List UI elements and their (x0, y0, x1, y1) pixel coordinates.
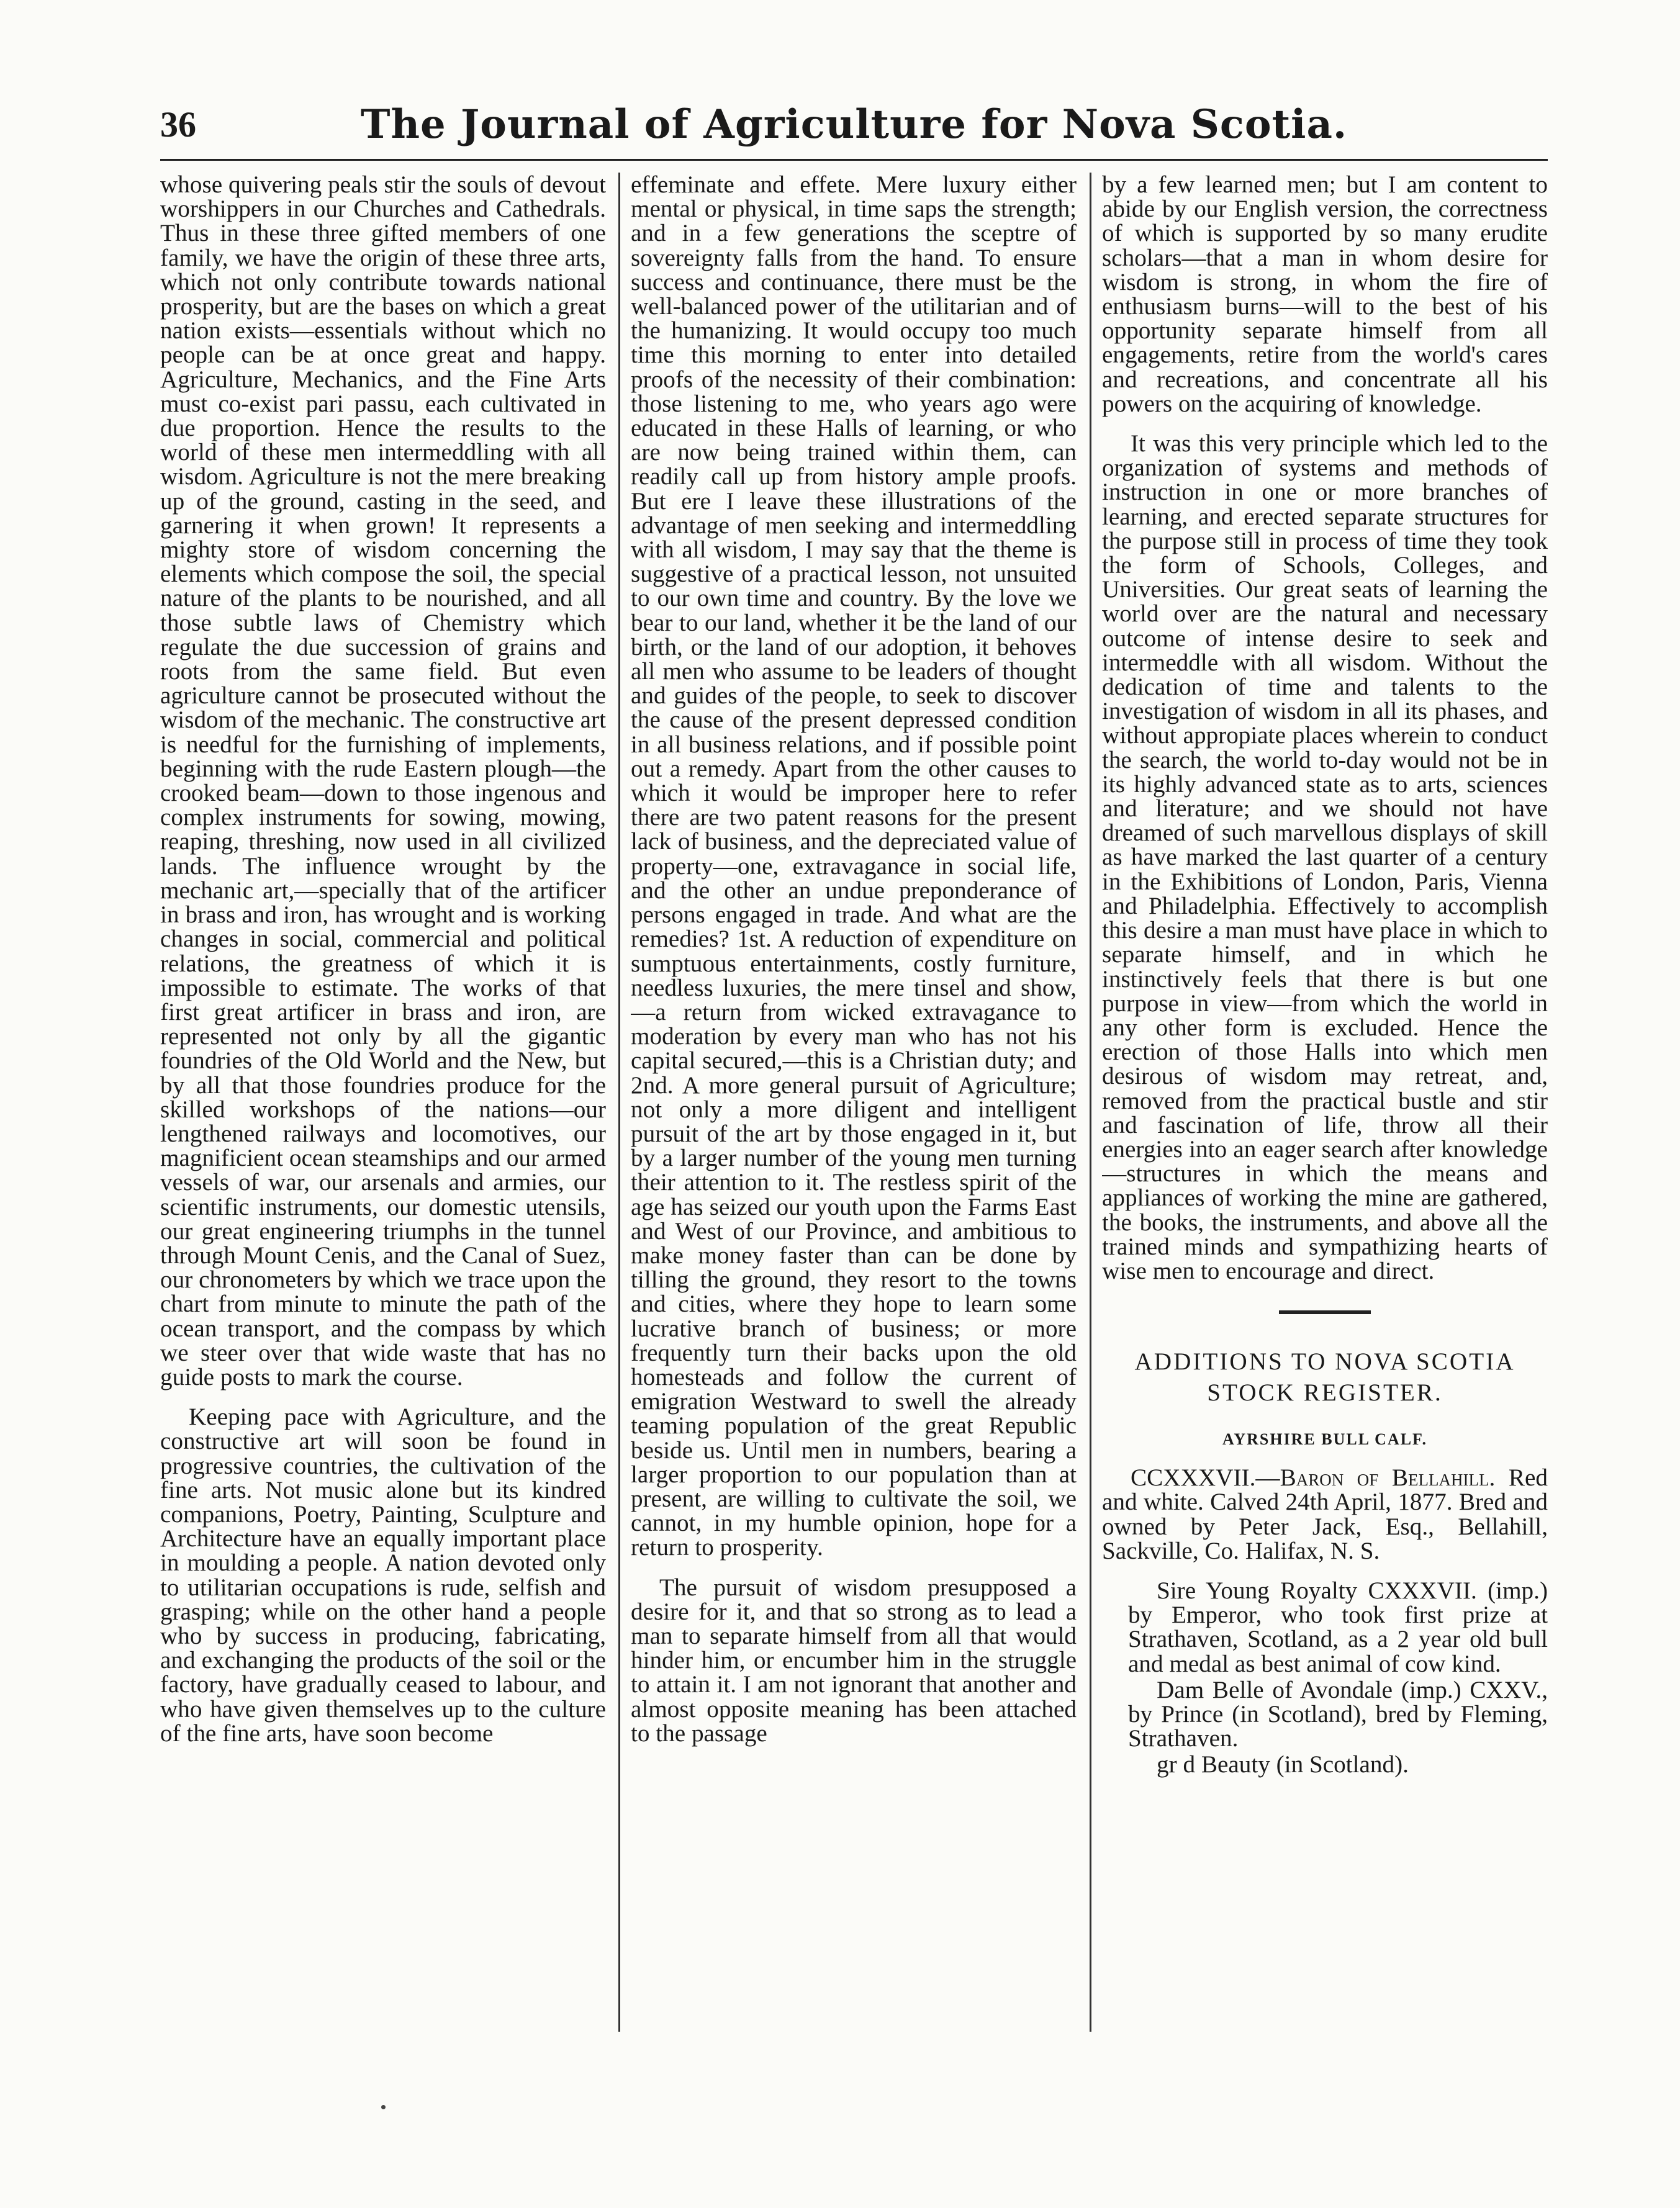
header-rule (160, 159, 1548, 161)
sire-line: Sire Young Royalty CXXXVII. (imp.) by Emperor, who took first prize at Strathaven, Scotland, as a 2 year old bull and medal as best animal of cow kind. (1128, 1577, 1548, 1677)
stray-mark (381, 2105, 386, 2109)
col1-paragraph-2: Keeping pace with Agriculture, and the constructive art will soon be found in progressive countries, the cultivation of the fine arts. Not music alone but its kindred companions, Poetry, Painting, Sculpture and Architecture have an equally important place in moulding a people. A nation devoted only to utilitarian occupations is rude, selfish and grasping; while on the other hand a people who by success in producing, fabricating, and exchanging the products of the soil or the factory, have gradually ceased to labour, and who have given themselves up to the culture of the fine arts, have soon become (160, 1404, 606, 1747)
col3-paragraph-2: It was this very principle which led to the organization of systems and methods of instruction in one or more branches of learning, and erected separate structures for the purpose still in process of time they took the form of Schools, Colleges, and Universities. Our great seats of learning the world over are the natural and necessary outcome of intense desire to seek and intermeddle with all wisdom. Without the dedication of time and talents to the investigation of wisdom in all its phases, and without appropiate places wherein to conduct the search, the world to-day would not be in its highly advanced state as to arts, sciences and literature; and we should not have dreamed of such marvellous displays of skill as have marked the last quarter of a century in the Exhibitions of London, Paris, Vienna and Philadelphia. Effectively to accomplish this desire a man must have place in which to separate himself, and in which he instinctively feels that there is but one purpose in view—from which the world in any other form is excluded. Hence the erection of those Halls into which men desirous of wisdom may retreat, and, removed from the practical bustle and stir and fascination of life, throw all their energies into an eager search after knowledge—structures in which the means and appliances of working the mine are gathered, the books, the instruments, and above all the trained minds and sympathizing hearts of wise men to encourage and direct. (1102, 430, 1548, 1284)
running-title: The Journal of Agriculture for Nova Scotia. (360, 101, 1348, 148)
column-divider-1 (618, 173, 620, 2032)
column-2 (631, 173, 1077, 2047)
entry-number: CCXXXVII.— (1131, 1464, 1280, 1492)
col2-paragraph-1: effeminate and effete. Mere luxury either mental or physical, in time saps the strength; and in a few generations the sceptre of sovereignty falls from the hand. To ensure success and continuance, there must be the well-balanced power of the utilitarian and of the humanizing. It would occupy too much time this morning to enter into detailed proofs of the necessity of their combination: those listening to me, who years ago were educated in these Halls of learning, or who are now being trained within them, can readily call up from history ample proofs. But ere I leave these illustrations of the advantage of men seeking and intermeddling with all wisdom, I may say that the theme is suggestive of a practical lesson, not unsuited to our own time and country. By the love we bear to our land, whether it be the land of our birth, or the land of our adoption, it behoves all men who assume to be leaders of thought and guides of the people, to seek to discover the cause of the present depressed condition in all business relations, and if possible point out a remedy. Apart from the other causes to which it would be improper here to refer there are two patent reasons for the present lack of business, and the depreciated value of property—one, extravagance in social life, and the other an undue preponderance of persons engaged in trade. And what are the remedies? 1st. A reduction of expenditure on sumptuous entertainments, costly furniture, needless luxuries, the mere tinsel and show,—a return from wicked extravagance to moderation by every man who has not his capital secured,—this is a Christian duty; and 2nd. A more general pursuit of Agriculture; not only a more diligent and intelligent pursuit of the art by those engaged in it, but by a larger number of the young men turning their attention to it. The restless spirit of the age has seized our youth upon the Farms East and West of our Province, and ambitious to make money faster than can be done by tilling the ground, they resort to the towns and cities, where they hope to learn some lucrative branch of business; or more frequently turn their backs upon the old homesteads and follow the current of emigration Westward to swell the already teaming population of the great Republic beside us. Until men in numbers, bearing a larger proportion to our population than at present, are willing to cultivate the soil, we cannot, in my humble opinion, hope for a return to prosperity. (631, 173, 1077, 1561)
subheading: AYRSHIRE BULL CALF. (1222, 1430, 1428, 1449)
page-header (160, 103, 1548, 146)
col2-paragraph-2: The pursuit of wisdom presupposed a desire for it, and that so strong as to lead a man to separate himself from all that would hinder him, or encumber him in the struggle to attain it. I am not ignorant that another and almost opposite meaning has been attached to the passage (631, 1574, 1077, 1747)
register-entry (1102, 1466, 1548, 1563)
page-number: 36 (160, 104, 196, 145)
dam-line: Dam Belle of Avondale (imp.) CXXV., by Prince (in Scotland), bred by Fleming, Strathaven. (1128, 1676, 1548, 1752)
entry-text: Red and white. Calved 24th April, 1877. Bred and owned by Peter Jack, Esq., Bellahill, Sackville, Co. Halifax, N. S. (1102, 1464, 1548, 1564)
column-1 (160, 173, 606, 2047)
col1-paragraph-1: whose quivering peals stir the souls of devout worshippers in our Churches and Cathedrals. Thus in these three gifted members of one family, we have the origin of these three arts, which not only contribute towards national prosperity, but are the bases on which a great nation exists—essentials without which no people can be at once great and happy. Agriculture, Mechanics, and the Fine Arts must co-exist pari passu, each cultivated in due proportion. Hence the results to the world of these men intermeddling with all wisdom. Agriculture is not the mere breaking up of the ground, casting in the seed, and garnering it when grown! It represents a mighty store of wisdom concerning the elements which compose the soil, the special nature of the plants to be nourished, and all those subtle laws of Chemistry which regulate the due succession of grains and roots from the same field. But even agriculture cannot be prosecuted without the wisdom of the mechanic. The constructive art is needful for the furnishing of implements, beginning with the rude Eastern plough—the crooked beam—down to those ingenous and complex instruments for sowing, mowing, reaping, threshing, now used in all civilized lands. The influence wrought by the mechanic art,—specially that of the artificer in brass and iron, has wrought and is working changes in social, commercial and political relations, the greatness of which it is impossible to estimate. The works of that first great artificer in brass and iron, are represented not only by all the gigantic foundries of the Old World and the New, but by all that those foundries produce for the skilled workshops of the nations—our lengthened railways and locomotives, our magnificient ocean steamships and our armed vessels of war, our arsenals and armies, our scientific instruments, our domestic utensils, our great engineering triumphs in the tunnel through Mount Cenis, and the Canal of Suez, our chronometers by which we trace upon the chart from minute to minute the path of the ocean transport, and the compass by which we steer over that wide waste that has no guide posts to mark the course. (160, 173, 606, 1390)
entry-name: Baron of Bellahill. (1280, 1464, 1496, 1492)
section-heading: ADDITIONS TO NOVA SCOTIA STOCK REGISTER. (1134, 1348, 1515, 1407)
section-divider (1279, 1310, 1371, 1314)
col3-paragraph-1: by a few learned men; but I am content to abide by our English version, the correctness of which is supported by so many erudite scholars—that a man in whom desire for wisdom is strong, in whom the fire of enthusiasm burns—will to the best of his opportunity separate himself from all engagements, retire from the world's cares and recreations, and concentrate all his powers on the acquiring of knowledge. (1102, 173, 1548, 417)
column-divider-2 (1090, 173, 1091, 2032)
column-3 (1102, 173, 1548, 2047)
grand-dam-line: gr d Beauty (in Scotland). (1157, 1751, 1409, 1778)
